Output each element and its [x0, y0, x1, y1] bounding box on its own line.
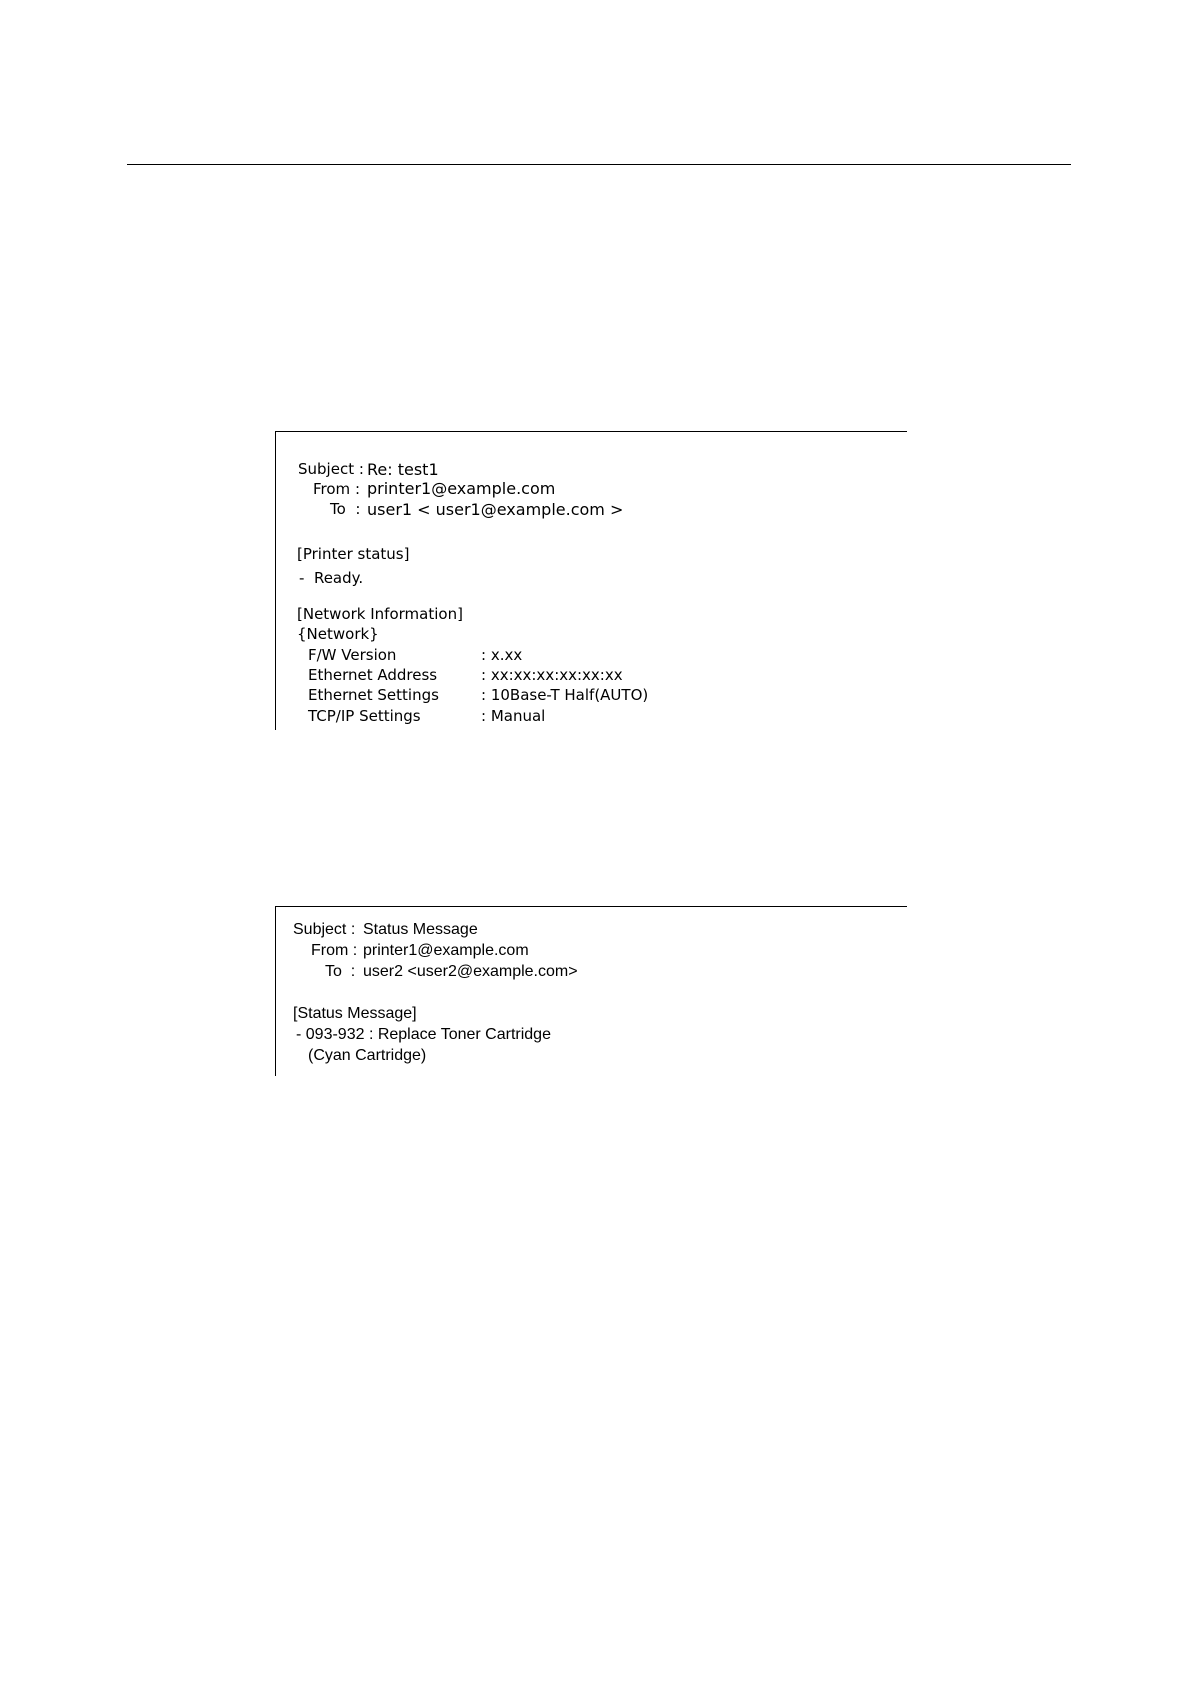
from-label: From : [311, 942, 358, 959]
printer-status-line: - Ready. [299, 569, 364, 587]
from-value: printer1@example.com [363, 942, 529, 959]
status-heading: [Status Message] [293, 1005, 417, 1022]
status-line: - 093-932 : Replace Toner Cartridge [296, 1026, 551, 1043]
subject-label: Subject : [293, 921, 356, 938]
status-detail: (Cyan Cartridge) [308, 1047, 427, 1064]
to-label: To : [330, 500, 361, 518]
email-sample-reply [275, 431, 907, 730]
email-sample-status [275, 906, 907, 1076]
network-row-label: Ethernet Settings [308, 686, 439, 704]
subject-value: Re: test1 [367, 460, 439, 479]
from-label: From : [313, 480, 360, 498]
network-row-value: : xx:xx:xx:xx:xx:xx [481, 666, 623, 684]
subject-label: Subject : [298, 460, 364, 478]
network-row-label: F/W Version [308, 646, 397, 664]
from-value: printer1@example.com [367, 479, 556, 498]
network-subheading: {Network} [297, 625, 379, 643]
network-row-value: : x.xx [481, 646, 523, 664]
network-row-value: : Manual [481, 707, 546, 725]
network-info-heading: [Network Information] [297, 605, 463, 623]
network-row-label: Ethernet Address [308, 666, 438, 684]
to-label: To : [325, 963, 356, 980]
subject-value: Status Message [363, 921, 478, 938]
to-value: user2 <user2@example.com> [363, 963, 578, 980]
header-rule [127, 164, 1071, 165]
network-row-value: : 10Base-T Half(AUTO) [481, 686, 649, 704]
printer-status-heading: [Printer status] [297, 545, 410, 563]
to-value: user1 < user1@example.com > [367, 500, 624, 519]
network-row-label: TCP/IP Settings [308, 707, 421, 725]
